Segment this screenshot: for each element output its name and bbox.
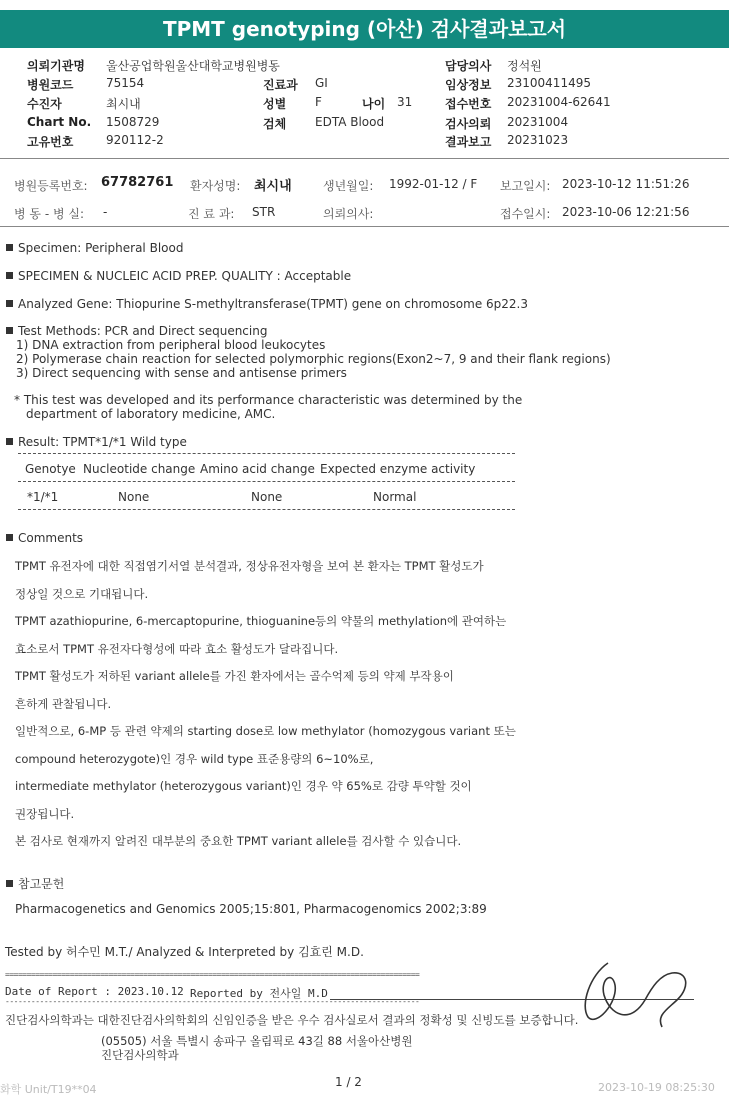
comment-9: intermediate methylator (heterozygous variant)인 경우 약 65%로 감량 투약할 것이: [15, 779, 472, 793]
bullet-icon: [6, 327, 13, 334]
method-2: 2) Polymerase chain reaction for selected polymorphic regions(Exon2~7, 9 and their flank regions): [16, 352, 611, 366]
methods-title-line: [6, 324, 267, 338]
ward-value: -: [103, 205, 108, 219]
ref-text: Pharmacogenetics and Genomics 2005;15:801, Pharmacogenomics 2002;3:89: [15, 902, 487, 916]
ward-label: 병 동 - 병 실:: [14, 207, 84, 221]
hospital-code-value: 75154: [106, 76, 145, 90]
dept-value: GI: [315, 76, 328, 90]
col-enzyme: Expected enzyme activity: [320, 462, 476, 476]
dob-label: 생년월일:: [323, 179, 374, 193]
comment-8: compound heterozygote)인 경우 wild type 표준용량의 6~10%로,: [15, 752, 374, 766]
table-top-rule: [18, 453, 515, 454]
note-line-1: * This test was developed and its performance characteristic was determined by the: [14, 393, 523, 407]
comment-11: 본 검사로 현재까지 알려진 대부분의 중요한 TPMT variant allele를 검사할 수 있습니다.: [15, 834, 462, 848]
hospital-code-label: 병원코드: [27, 78, 74, 92]
bullet-icon: [6, 438, 13, 445]
row-nucleotide: None: [118, 490, 150, 504]
bullet-icon: [6, 534, 13, 541]
table-mid-rule: [18, 481, 515, 482]
address-text: (05505) 서울 특별시 송파구 올림픽로 43길 88 서울아산병원: [101, 1034, 413, 1048]
chart-no-value: 1508729: [106, 115, 160, 129]
bullet-icon: [6, 300, 13, 307]
specimen-label: 검체: [263, 117, 287, 131]
specimen-text: Specimen: Peripheral Blood: [18, 241, 184, 255]
col-amino: Amino acid change: [200, 462, 315, 476]
result-report-value: 20231023: [507, 133, 569, 147]
comment-10: 권장됩니다.: [15, 807, 75, 821]
tested-by: Tested by 허수민 M.T./ Analyzed & Interpreted by 김효린 M.D.: [5, 945, 364, 959]
dept-label: 진료과: [263, 78, 298, 92]
unit-code: 화학 Unit/T19**04: [0, 1083, 97, 1096]
reg-no-value: 67782761: [101, 175, 174, 190]
sex-value: F: [315, 95, 322, 109]
comment-3: TPMT azathiopurine, 6-mercaptopurine, thioguanine등의 약물의 methylation에 관여하는: [15, 614, 507, 628]
receipt-value: 20231004-62641: [507, 95, 611, 109]
certification-text: 진단검사의학과는 대한진단검사의학회의 신임인증을 받은 우수 검사실로서 결과의 정확성 및 신빙도를 보증합니다.: [5, 1013, 579, 1027]
dept2-value: STR: [252, 205, 276, 219]
doctor-value: 정석원: [507, 59, 542, 73]
page-number: 1 / 2: [335, 1075, 362, 1089]
comment-2: 정상일 것으로 기대됩니다.: [15, 587, 149, 601]
double-rule-top: ================================================================================================: [5, 970, 420, 979]
col-nucleotide: Nucleotide change: [83, 462, 196, 476]
specimen-value: EDTA Blood: [315, 115, 385, 129]
patient-label: 수진자: [27, 97, 62, 111]
comment-1: TPMT 유전자에 대한 직접염기서열 분석결과, 정상유전자형을 보여 본 환자는 TPMT 활성도가: [15, 559, 484, 573]
gene-line: [6, 297, 528, 311]
unique-no-value: 920112-2: [106, 133, 164, 147]
bullet-icon: [6, 244, 13, 251]
dept2-label: 진 료 과:: [188, 207, 235, 221]
method-3: 3) Direct sequencing with sense and antisense primers: [16, 366, 347, 380]
quality-text: SPECIMEN & NUCLEIC ACID PREP. QUALITY : Acceptable: [18, 269, 352, 283]
chart-no-label: Chart No.: [27, 115, 92, 129]
result-report-label: 결과보고: [445, 135, 492, 149]
clinical-label: 임상정보: [445, 78, 492, 92]
dept-text: 진단검사의학과: [101, 1048, 179, 1062]
print-timestamp: 2023-10-19 08:25:30: [598, 1081, 715, 1094]
unique-no-label: 고유번호: [27, 135, 74, 149]
report-time-label: 보고일시:: [500, 179, 551, 193]
hospital-value: 울산공업학원울산대학교병원병동: [106, 59, 280, 73]
report-date: Date of Report : 2023.10.12: [5, 985, 184, 998]
report-time-value: 2023-10-12 11:51:26: [562, 177, 690, 191]
ref-doctor-label: 의뢰의사:: [323, 207, 374, 221]
request-label: 검사의뢰: [445, 117, 492, 131]
double-rule-bottom: ------------------------------------------------------------------------------------------------: [5, 997, 420, 1006]
comment-7: 일반적으로, 6-MP 등 관련 약제의 starting dose로 low methylator (homozygous variant 또는: [15, 724, 516, 738]
reported-by: Reported by 전사일 M.D: [190, 987, 328, 1000]
reg-no-label: 병원등록번호:: [14, 179, 88, 193]
age-value: 31: [397, 95, 413, 109]
patient-value: 최시내: [106, 97, 141, 111]
signature-icon: [560, 955, 710, 1035]
ref-title: 참고문헌: [18, 877, 65, 891]
comment-4: 효소로서 TPMT 유전자다형성에 따라 효소 활성도가 달라집니다.: [15, 642, 339, 656]
row-genotype: *1/*1: [27, 490, 59, 504]
sex-label: 성별: [263, 97, 287, 111]
name-label: 환자성명:: [190, 179, 241, 193]
age-label: 나이: [362, 97, 386, 111]
result-text: Result: TPMT*1/*1 Wild type: [18, 435, 187, 449]
header-divider: [0, 158, 729, 159]
doctor-label: 담당의사: [445, 59, 492, 73]
note-line-2: department of laboratory medicine, AMC.: [26, 407, 276, 421]
row-enzyme: Normal: [373, 490, 417, 504]
report-title: TPMT genotyping (아산) 검사결과보고서: [0, 10, 729, 48]
methods-title: Test Methods: PCR and Direct sequencing: [18, 324, 268, 338]
result-line: [6, 435, 187, 449]
bullet-icon: [6, 880, 13, 887]
specimen-line: [6, 241, 183, 255]
clinical-value: 23100411495: [507, 76, 591, 90]
received-value: 2023-10-06 12:21:56: [562, 205, 690, 219]
quality-line: [6, 269, 351, 283]
received-label: 접수일시:: [500, 207, 551, 221]
comment-5: TPMT 활성도가 저하된 variant allele를 가진 환자에서는 골수억제 등의 약제 부작용이: [15, 669, 454, 683]
name-value: 최시내: [254, 179, 292, 194]
method-1: 1) DNA extraction from peripheral blood leukocytes: [16, 338, 326, 352]
gene-text: Analyzed Gene: Thiopurine S-methyltransferase(TPMT) gene on chromosome 6p22.3: [18, 297, 528, 311]
row-amino: None: [251, 490, 283, 504]
bullet-icon: [6, 272, 13, 279]
request-value: 20231004: [507, 115, 569, 129]
comment-6: 흔하게 관찰됩니다.: [15, 697, 112, 711]
col-genotype: Genotye: [25, 462, 76, 476]
ref-title-line: [6, 875, 64, 892]
table-bottom-rule: [18, 509, 515, 510]
receipt-label: 접수번호: [445, 97, 492, 111]
comments-title: Comments: [18, 531, 84, 545]
patient-divider: [0, 226, 729, 227]
hospital-label: 의뢰기관명: [27, 59, 85, 73]
dob-value: 1992-01-12 / F: [389, 177, 478, 191]
comments-title-line: [6, 531, 83, 545]
